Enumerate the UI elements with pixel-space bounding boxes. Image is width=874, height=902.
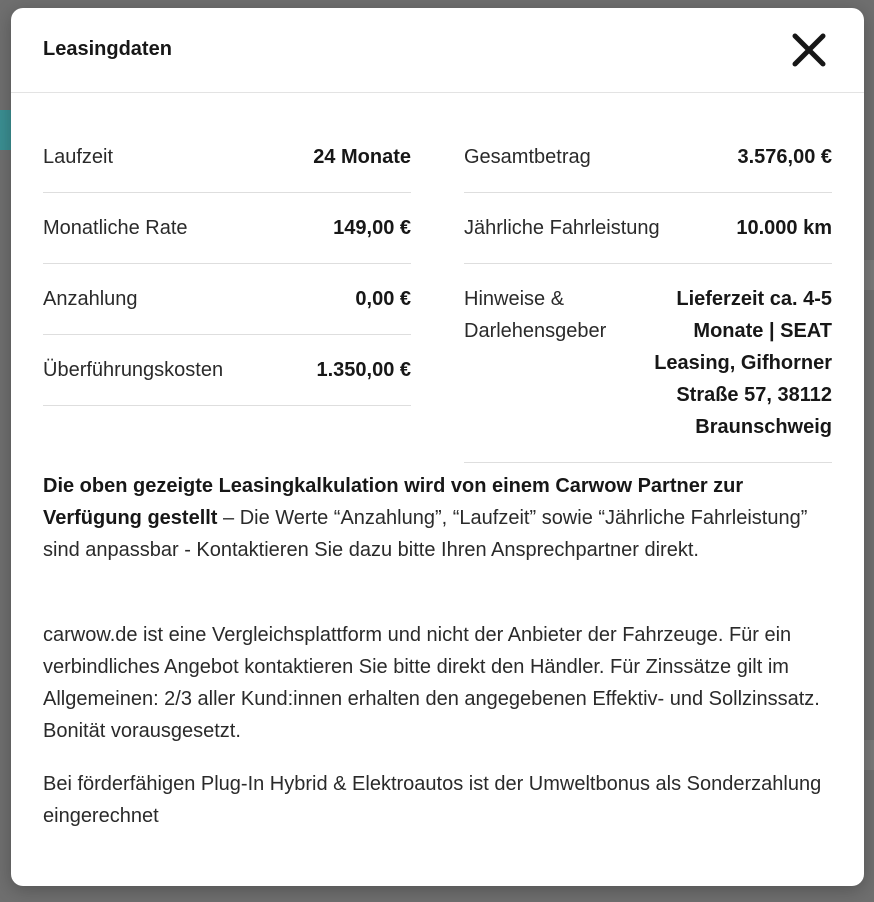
disclaimer-bold: Die oben gezeigte Leasingkalkulation wird von einem Carwow Partner zur Verfügung gestellt: [43, 475, 744, 529]
leasing-details-right: [464, 125, 832, 463]
detail-value: 149,00 €: [333, 217, 411, 239]
detail-label: Gesamtbetrag: [464, 146, 591, 168]
close-button[interactable]: [789, 30, 829, 70]
info-text: carwow.de ist eine Vergleichsplattform und nicht der Anbieter der Fahrzeuge. Für ein verbindliches Angebot kontaktieren Sie bitte direkt den Händler. Für Zinssätze gilt im Allgemeinen: 2/3 aller Kund:innen erhalten den angegebenen Effektiv- und Sollzinssatz. Bonität vorausgesetzt.: [43, 624, 820, 742]
detail-row-gesamtbetrag: [464, 125, 832, 193]
leasing-details-left: [43, 125, 411, 406]
detail-value: Lieferzeit ca. 4-5 Monate | SEAT Leasing, Gifhorner Straße 57, 38112 Braunschweig: [654, 288, 832, 438]
detail-value: 10.000 km: [736, 217, 832, 239]
detail-label: Laufzeit: [43, 146, 114, 168]
detail-row-monatliche-rate: [43, 193, 411, 264]
leasing-modal: [11, 8, 864, 886]
detail-value: 0,00 €: [355, 288, 411, 310]
detail-label: Hinweise & Darlehensgeber: [464, 288, 607, 342]
disclaimer-rest: – Die Werte “Anzahlung”, “Laufzeit” sowie “Jährliche Fahrleistung” sind anpassbar - Kontaktieren Sie dazu bitte Ihren Ansprechpartner direkt.: [43, 507, 808, 561]
detail-row-hinweise: [464, 264, 832, 463]
detail-value: 24 Monate: [313, 146, 411, 168]
detail-value: 3.576,00 €: [737, 146, 832, 168]
detail-row-ueberfuehrungskosten: [43, 335, 411, 406]
detail-label: Überführungskosten: [43, 359, 224, 381]
detail-value: 1.350,00 €: [316, 359, 411, 381]
detail-label: Monatliche Rate: [43, 217, 188, 239]
detail-row-anzahlung: [43, 264, 411, 335]
bonus-text: Bei förderfähigen Plug-In Hybrid & Elektroautos ist der Umweltbonus als Sonderzahlung eingerechnet: [43, 773, 822, 827]
detail-row-laufzeit: [43, 125, 411, 193]
close-icon: [789, 30, 829, 70]
modal-title: Leasingdaten: [43, 38, 172, 60]
detail-row-fahrleistung: [464, 193, 832, 264]
detail-label: Anzahlung: [43, 288, 138, 310]
disclaimer-text: [43, 470, 833, 566]
detail-label: Jährliche Fahrleistung: [464, 217, 660, 239]
modal-header: [11, 8, 864, 93]
